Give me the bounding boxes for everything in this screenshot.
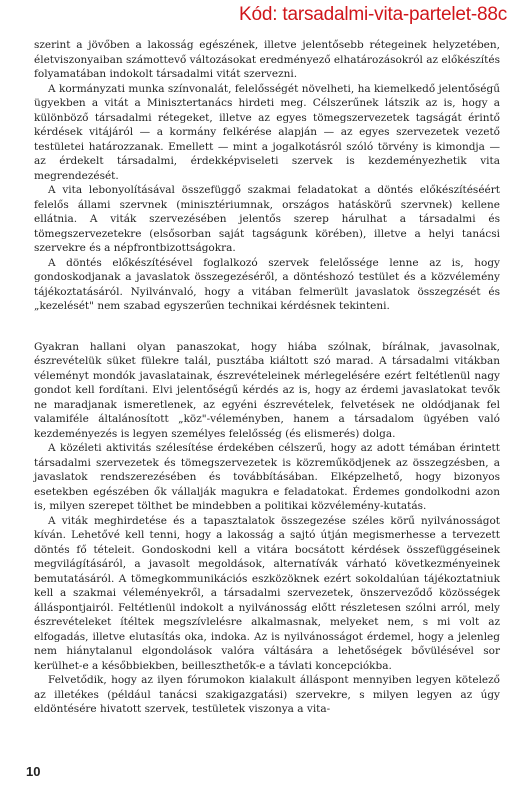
paragraph: Gyakran hallani olyan panaszokat, hogy hiába szólnak, bírálnak, javasolnak, észrevételük süket fülekre talál, pusztába kiáltott szó marad. A társadalmi vitákban véleményt mondók javaslatainak, észrevételeinek mérlegelésére ezért feltétlenül nagy gondot kell fordítani. Elvi jelentőségű kérdés az is, hogy az érdemi javaslatokat tevők ne maradjanak ismeretlenek, az egyéni észrevételek, felvetések ne oldódjanak fel valamiféle általánosított „köz"-véleményben, hanem a társadalom ügyében való kezdeményezés is legyen személyes felelősség (és elismerés) dolga. bbox=[34, 340, 500, 440]
paragraph: A kormányzati munka színvonalát, felelősségét növelheti, ha kiemelkedő jelentőségű ügyekben a vitát a Minisztertanács hirdeti meg. Célszerűnek látszik az is, hogy a különböző társadalmi rétegeket, illetve az egyes tömegszervezetek tagságát érintő kérdések vitájáról — a kormány felkérése alapján — az egyes szervezetek vezető testületei határozzanak. Emellett — mint a jogalkotásról szóló törvény is kimondja — az érdekelt társadalmi, érdekképviseleti szervek is kezdeményezhetik vita megrendezését. bbox=[34, 82, 500, 182]
document-code-label: Kód: tarsadalmi-vita-partelet-88c bbox=[239, 4, 507, 25]
page-number: 10 bbox=[26, 764, 41, 779]
page-body bbox=[34, 38, 500, 717]
paragraph: A vita lebonyolításával összefüggő szakmai feladatokat a döntés előkészítéséért felelős állami szervnek (minisztériumnak, országos hatáskörű szervnek) kellene ellátnia. A viták szervezésében jelentős szerep hárulhat a társadalmi és tömegszervezetekre (elsősorban saját tagságunk körében), illetve a helyi tanácsi szervekre és a népfrontbizottságokra. bbox=[34, 184, 500, 254]
section-gap bbox=[34, 314, 500, 340]
paragraph: A döntés előkészítésével foglalkozó szervek felelőssége lenne az is, hogy gondoskodjanak a javaslatok összegezéséről, a döntéshozó testület és a közvélemény tájékoztatásáról. Nyilvánvaló, hogy a vitában felmerült javaslatok összegzését és „kezelését" nem szabad egyszerűen technikai kérdésnek tekinteni. bbox=[34, 256, 500, 312]
paragraph: Felvetődik, hogy az ilyen fórumokon kialakult álláspont mennyiben legyen kötelező az illetékes (például tanácsi szakigazgatási) szervekre, s milyen legyen az úgy eldöntésére hivatott szervek, testületek viszonya a vita- bbox=[34, 674, 500, 715]
paragraph: A közéleti aktivitás szélesítése érdekében célszerű, hogy az adott témában érintett társadalmi szervezetek és tömegszervezetek is közreműködjenek az összegzésben, a javaslatok rendszerezésében és továbbításában. Elképzelhető, hogy bizonyos esetekben egészében ők vállalják magukra e feladatokat. Érdemes gondolkodni azon is, milyen szerepet tölthet be mindebben a politikai közvélemény-kutatás. bbox=[34, 442, 500, 512]
paragraph: szerint a jövőben a lakosság egészének, illetve jelentősebb rétegeinek helyzetében, életviszonyaiban számottevő változásokat eredményező elhatározásokról az előkészítés folyamatában indokolt társadalmi vitát szervezni. bbox=[34, 39, 500, 80]
paragraph: A viták meghirdetése és a tapasztalatok összegezése széles körű nyilvánosságot kíván. Lehetővé kell tenni, hogy a lakosság a sajtó útján megismerhesse a tervezett döntés fő tételeit. Gondoskodni kell a vitára bocsátott kérdések összefüggéseinek megvilágításáról, a javasolt megoldások, alternatívák várható következményeinek bemutatásáról. A tömegkommunikációs eszközöknek ezért sokoldalúan tájékoztatniuk kell a szakmai véleményekről, a társadalmi szervezetek, önszerveződő közösségek álláspontjairól. Feltétlenül indokolt a nyilvánosság előtt részletesen szólni arról, mely észrevételeket ítéltek megszívlelésre alkalmasnak, melyeket nem, s mi volt az elfogadás, illetve elutasítás oka, indoka. Az is nyilvánosságot érdemel, hogy a jelenleg nem hiánytalanul elgondolások valóra váltására a lehetőségek bővülésével sor kerülhet-e a későbbiekben, beilleszthetők-e a távlati koncepciókba. bbox=[34, 514, 500, 672]
